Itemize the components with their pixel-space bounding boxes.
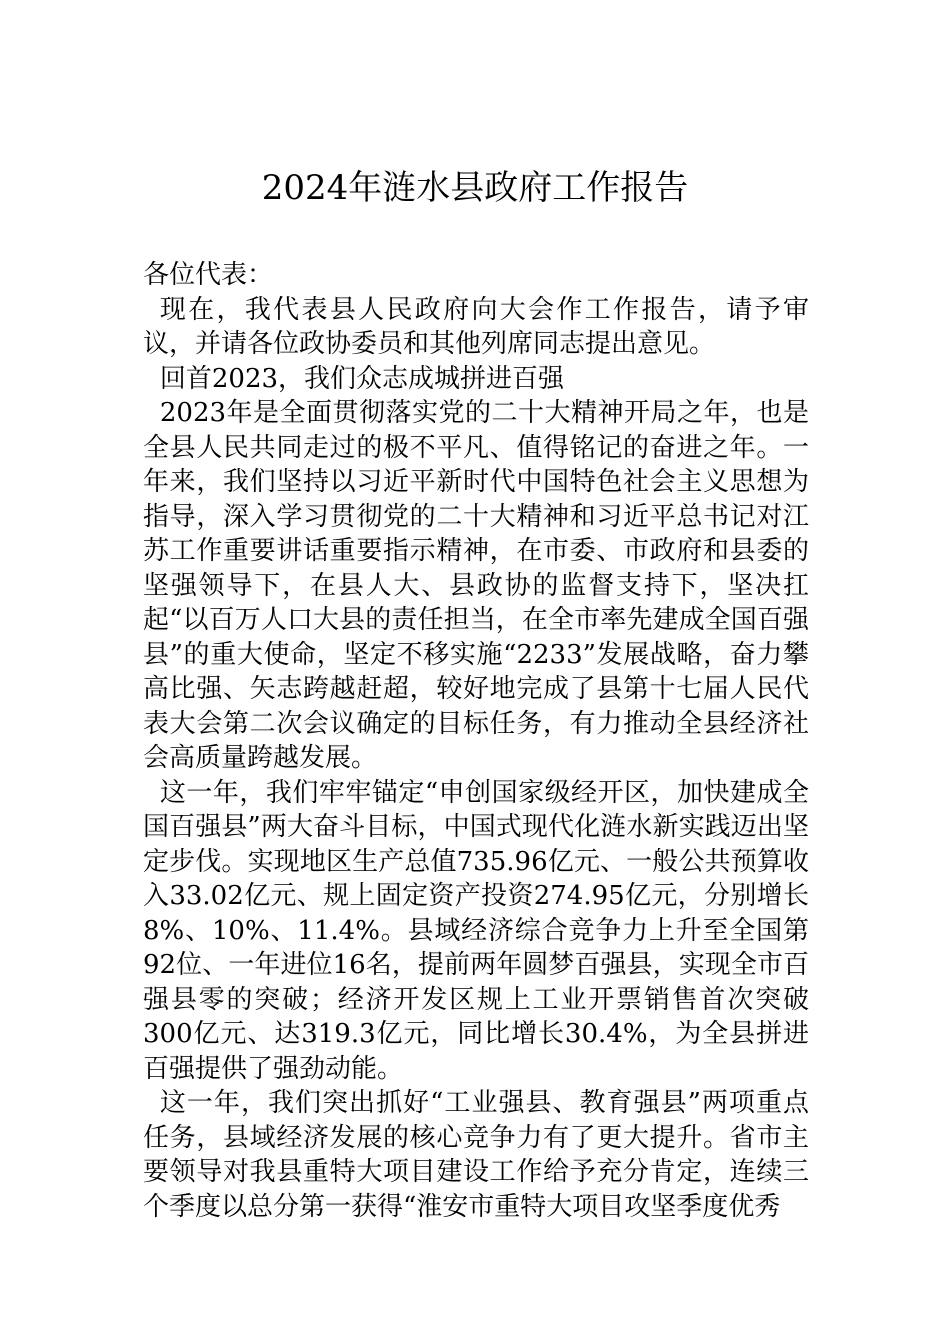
salutation: 各位代表： [143, 260, 274, 290]
document-body [143, 258, 809, 1224]
document-title: 2024年涟水县政府工作报告 [261, 168, 689, 208]
paragraph-key-tasks: 这一年，我们突出抓好“工业强县、教育强县”两项重点任务，县域经济发展的核心竞争力有了更大提升。省市主要领导对我县重特大项目建设工作给予充分肯定，连续三个季度以总分第一获得“淮安市重特大项目攻坚季度优秀 [143, 1088, 809, 1222]
section-heading: 回首2023，我们众志成城拼进百强 [159, 363, 565, 394]
paragraph-overview: 2023年是全面贯彻落实党的二十大精神开局之年，也是全县人民共同走过的极不平凡、值得铭记的奋进之年。一年来，我们坚持以习近平新时代中国特色社会主义思想为指导，深入学习贯彻党的二十大精神和习近平总书记对江苏工作重要讲话重要指示精神，在市委、市政府和县委的坚强领导下，在县人大、县政协的监督支持下，坚决扛起“以百万人口大县的责任担当，在全市率先建成全国百强县”的重大使命，坚定不移实施“2233”发展战略，奋力攀高比强、矢志跨越赶超，较好地完成了县第十七届人民代表大会第二次会议确定的目标任务，有力推动全县经济社会高质量跨越发展。 [143, 398, 809, 773]
paragraph-goals: 这一年，我们牢牢锚定“申创国家级经开区，加快建成全国百强县”两大奋斗目标，中国式现代化涟水新实践迈出坚定步伐。实现地区生产总值735.96亿元、一般公共预算收入33.02亿元、规上固定资产投资274.95亿元，分别增长8%、10%、11.4%。县域经济综合竞争力上升至全国第92位、一年进位16名，提前两年圆梦百强县，实现全市百强县零的突破；经济开发区规上工业开票销售首次突破300亿元、达319.3亿元，同比增长30.4%，为全县拼进百强提供了强劲动能。 [143, 777, 809, 1084]
paragraph-intro: 现在，我代表县人民政府向大会作工作报告，请予审议，并请各位政协委员和其他列席同志提出意见。 [143, 294, 809, 359]
